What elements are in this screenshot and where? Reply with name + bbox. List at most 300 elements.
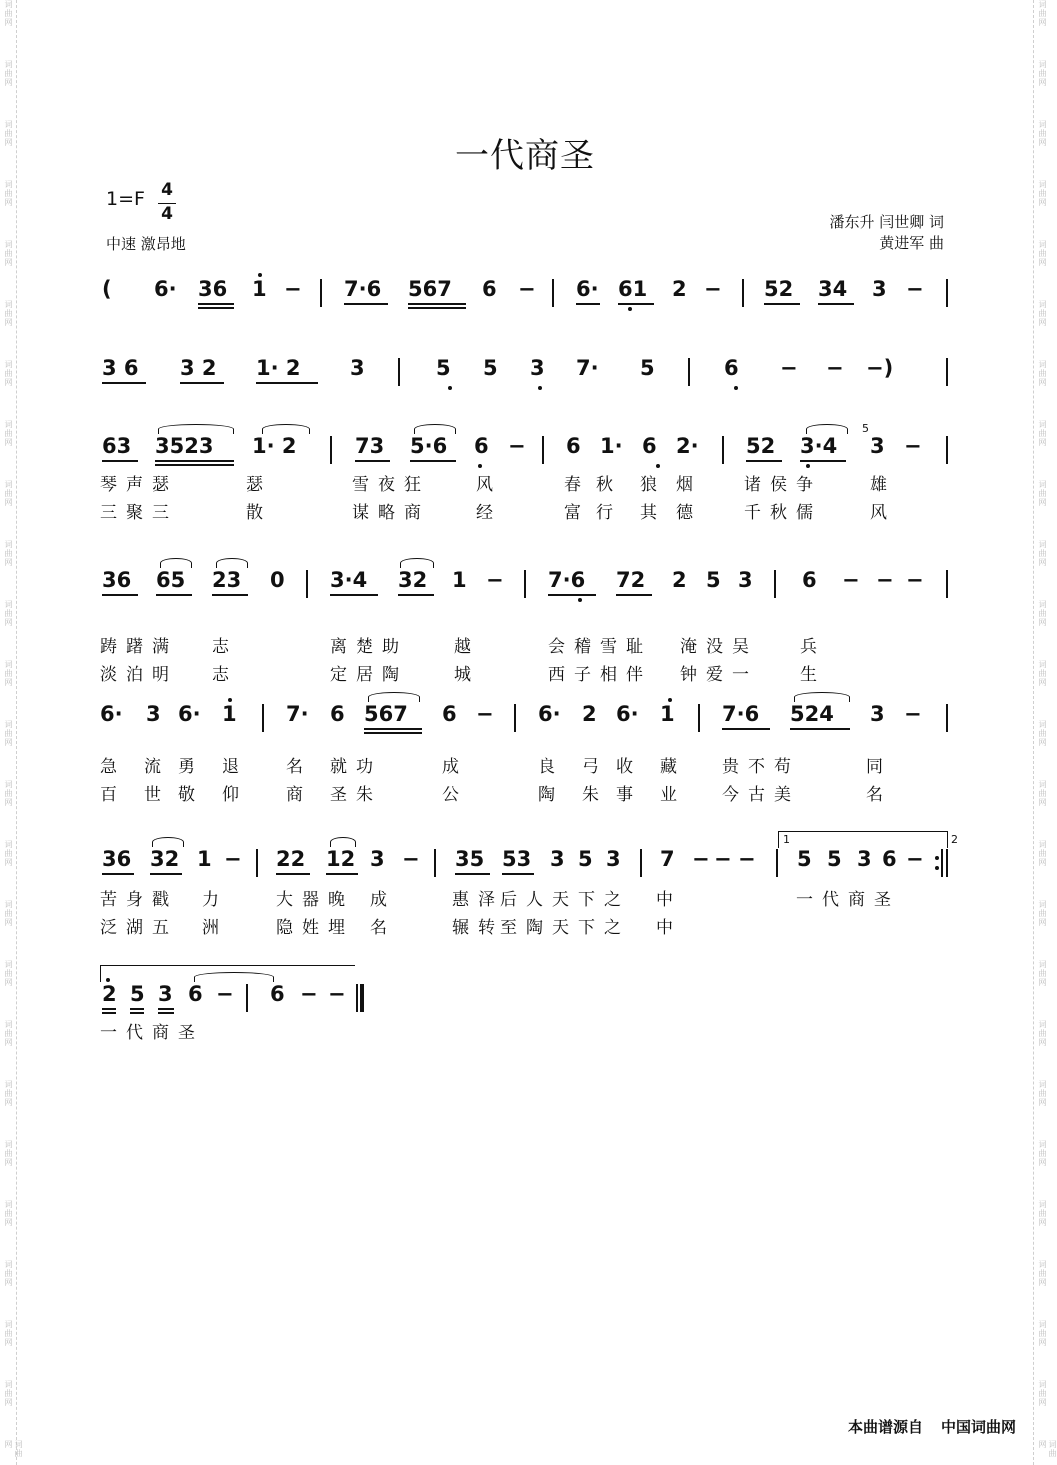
watermark-text: 词曲网	[4, 1080, 13, 1107]
note: −	[714, 847, 732, 871]
watermark-text: 词曲网	[4, 720, 13, 747]
lyric-verse-1: 藏	[660, 757, 686, 777]
watermark-text: 词曲网	[1038, 660, 1047, 687]
beam-underline	[102, 382, 146, 384]
note: 6·	[576, 277, 599, 301]
watermark-text: 词曲网	[1038, 1020, 1047, 1047]
lyric-verse-1: 成	[370, 890, 396, 910]
note: 72	[616, 568, 646, 592]
lyric-verse-2: 隐姓埋	[276, 918, 354, 938]
octave-dot	[258, 273, 262, 277]
watermark-text: 词曲网	[1038, 180, 1047, 207]
octave-dot	[734, 386, 738, 390]
slur	[330, 837, 356, 847]
beam-underline	[410, 460, 456, 462]
lyric-verse-1: 越	[454, 637, 480, 657]
lyric-verse-1: 退	[222, 757, 248, 777]
beam-underline	[155, 460, 234, 462]
note: 1	[452, 568, 467, 592]
octave-dot	[578, 598, 582, 602]
bar-line	[946, 436, 948, 464]
note: 65	[156, 568, 186, 592]
lyric-verse-1: 志	[212, 637, 238, 657]
lyric-verse-1: 离楚助	[330, 637, 408, 657]
lyric-verse-1: 后人天下之	[500, 890, 630, 910]
watermark-text: 词曲网	[4, 900, 13, 927]
note: 567	[364, 702, 408, 726]
note: 23	[212, 568, 242, 592]
note: 3·4	[800, 434, 838, 458]
note: 2	[672, 568, 687, 592]
note: 1·	[600, 434, 623, 458]
beam-underline	[158, 1012, 174, 1014]
beam-underline	[102, 460, 138, 462]
octave-dot	[656, 464, 660, 468]
note: 3·4	[330, 568, 368, 592]
footer-site: 中国词曲网	[940, 1418, 1016, 1436]
lyric-verse-2: 德	[676, 503, 702, 523]
watermark-text: 词曲网	[1038, 600, 1047, 627]
source-footer	[848, 1416, 1016, 1437]
note: 0	[270, 568, 285, 592]
bar-line	[946, 570, 948, 598]
lyric-verse-1: 惠泽	[452, 890, 504, 910]
bar-line	[946, 849, 948, 877]
note: −)	[866, 356, 894, 380]
note: 3	[146, 702, 161, 726]
note: −	[692, 847, 710, 871]
slur	[414, 424, 456, 434]
note: 6	[270, 982, 285, 1006]
beam-underline	[355, 460, 390, 462]
note: 524	[790, 702, 834, 726]
watermark-text: 词曲网	[4, 1020, 13, 1047]
lyric-verse-1: 流	[144, 757, 170, 777]
watermark-text: 词曲网	[4, 540, 13, 567]
beam-underline	[180, 382, 224, 384]
final-bar-line	[360, 984, 364, 1012]
watermark-text: 词曲网	[4, 300, 13, 327]
note: 567	[408, 277, 452, 301]
watermark-text: 词曲网	[4, 1440, 23, 1458]
watermark-text: 词曲网	[1038, 1200, 1047, 1227]
watermark-text: 词曲网	[1038, 960, 1047, 987]
beam-underline	[764, 303, 800, 305]
bar-line	[742, 279, 744, 307]
watermark-text: 词曲网	[1038, 540, 1047, 567]
note: −	[906, 568, 924, 592]
tempo-marking: 中速 激昂地	[106, 235, 186, 253]
slur	[152, 837, 184, 847]
bar-line	[774, 570, 776, 598]
credits	[829, 212, 944, 254]
note: 3523	[155, 434, 214, 458]
note: 3	[350, 356, 365, 380]
lyric-verse-1: 贵不苟	[722, 757, 800, 777]
note: 6·	[154, 277, 177, 301]
lyric-verse-2: 敬	[178, 785, 204, 805]
bar-line	[722, 436, 724, 464]
lyric-verse-2: 至陶天下之	[500, 918, 630, 938]
beam-underline	[198, 303, 234, 305]
beam-underline	[455, 873, 490, 875]
lyric-verse-1: 良	[538, 757, 564, 777]
watermark-text: 词曲网	[4, 1200, 13, 1227]
beam-underline	[276, 873, 310, 875]
octave-dot	[228, 698, 232, 702]
lyric-verse-1: 瑟	[246, 475, 272, 495]
note: 36	[102, 568, 132, 592]
watermark-text: 词曲网	[4, 600, 13, 627]
note: 52	[764, 277, 794, 301]
lyric-verse-1: 急	[100, 757, 126, 777]
watermark-text: 词曲网	[4, 180, 13, 207]
watermark-text: 词曲网	[4, 1380, 13, 1407]
note: 6	[330, 702, 345, 726]
watermark-text: 词曲网	[1038, 780, 1047, 807]
lyric-verse-2: 业	[660, 785, 686, 805]
note: −	[518, 277, 536, 301]
note: −	[826, 356, 844, 380]
bar-line	[398, 358, 400, 386]
lyric-verse-2: 其	[640, 503, 666, 523]
watermark-text: 词曲网	[4, 1320, 13, 1347]
note: 5	[483, 356, 498, 380]
lyric-verse-2: 辗转	[452, 918, 504, 938]
watermark-text: 词曲网	[4, 840, 13, 867]
lyric-verse-1: 踌躇满	[100, 637, 178, 657]
lyric-verse-1: 大器晚	[276, 890, 354, 910]
lyric-verse-2: 陶	[538, 785, 564, 805]
note: (	[102, 277, 112, 301]
right-watermark-strip	[1033, 0, 1057, 1465]
watermark-text: 词曲网	[4, 480, 13, 507]
note: 1	[197, 847, 212, 871]
lyric-verse-1: 兵	[800, 637, 826, 657]
note: 1	[660, 702, 675, 726]
watermark-text: 词曲网	[1038, 720, 1047, 747]
beam-underline	[364, 732, 422, 734]
watermark-text: 词曲网	[4, 0, 13, 27]
note: 53	[502, 847, 532, 871]
lyric-verse-1: 名	[286, 757, 312, 777]
octave-dot	[668, 698, 672, 702]
bar-line	[330, 436, 332, 464]
lyric-verse-1: 狼	[640, 475, 666, 495]
lyric-verse-1: 中	[656, 890, 682, 910]
note: −	[284, 277, 302, 301]
lyric-verse-2: 千秋儒	[744, 503, 822, 523]
note: 1· 2	[252, 434, 297, 458]
lyric-verse-2: 西子相伴	[548, 665, 652, 685]
note: 2	[582, 702, 597, 726]
note: −	[704, 277, 722, 301]
note: 3	[738, 568, 753, 592]
octave-dot	[806, 464, 810, 468]
note: 6	[474, 434, 489, 458]
note: −	[216, 982, 234, 1006]
note: 52	[746, 434, 776, 458]
note: 36	[198, 277, 228, 301]
lyric-verse-2: 生	[800, 665, 826, 685]
lyric-verse-2: 淡泊明	[100, 665, 178, 685]
watermark-text: 词曲网	[1038, 1320, 1047, 1347]
bar-line	[514, 704, 516, 732]
lyric-verse-1: 会稽雪耻	[548, 637, 652, 657]
lyric-verse-2: 今古美	[722, 785, 800, 805]
note: −	[876, 568, 894, 592]
lyric-verse-2: 洲	[202, 918, 228, 938]
beam-underline	[256, 382, 318, 384]
beam-underline	[212, 594, 248, 596]
watermark-text: 词曲网	[4, 60, 13, 87]
beam-underline	[102, 1012, 116, 1014]
note: 22	[276, 847, 306, 871]
bar-line	[524, 570, 526, 598]
beam-underline	[156, 594, 192, 596]
watermark-text: 词曲网	[1038, 420, 1047, 447]
lyric-verse-2: 圣朱	[330, 785, 382, 805]
beam-underline	[408, 307, 466, 309]
lyric-verse-2: 百	[100, 785, 126, 805]
lyric-verse-1: 雄	[870, 475, 896, 495]
bar-line	[256, 849, 258, 877]
slur	[158, 424, 234, 434]
beam-underline	[155, 464, 234, 466]
watermark-text: 词曲网	[1038, 300, 1047, 327]
slur	[806, 424, 848, 434]
note: 5	[827, 847, 842, 871]
bar-line	[946, 704, 948, 732]
beam-underline	[722, 728, 770, 730]
lyric-verse-1: 风	[476, 475, 502, 495]
note: 3	[530, 356, 545, 380]
bar-line	[434, 849, 436, 877]
bar-line	[640, 849, 642, 877]
bar-line	[542, 436, 544, 464]
note: 6	[642, 434, 657, 458]
lyric-verse-2: 定居陶	[330, 665, 408, 685]
lyric-verse-1: 弓	[582, 757, 608, 777]
octave-dot	[628, 307, 632, 311]
bar-line	[552, 279, 554, 307]
note: 5	[436, 356, 451, 380]
beam-underline	[800, 460, 846, 462]
slur	[216, 558, 248, 568]
note: 5	[640, 356, 655, 380]
lyric-verse-1: 成	[442, 757, 468, 777]
note: 3	[158, 982, 173, 1006]
note: 2	[102, 982, 117, 1006]
note: −	[328, 982, 346, 1006]
note: 7·6	[548, 568, 586, 592]
song-title: 一代商圣	[455, 136, 595, 176]
beam-underline	[198, 307, 234, 309]
note: 7	[660, 847, 675, 871]
lyric-verse-1: 春	[564, 475, 590, 495]
watermark-text: 词曲网	[1038, 1380, 1047, 1407]
note: 36	[102, 847, 132, 871]
note: 7·6	[344, 277, 382, 301]
bar-line	[688, 358, 690, 386]
repeat-bar-line	[941, 849, 943, 877]
watermark-text: 词曲网	[1038, 240, 1047, 267]
lyric-verse-2: 世	[144, 785, 170, 805]
watermark-text: 词曲网	[1038, 1440, 1057, 1458]
lyric-verse-1: 淹没吴	[680, 637, 758, 657]
beam-underline	[548, 594, 596, 596]
beam-underline	[130, 1008, 144, 1010]
beam-underline	[330, 594, 378, 596]
note: 2·	[676, 434, 699, 458]
note: 3	[857, 847, 872, 871]
beam-underline	[502, 873, 534, 875]
note: 61	[618, 277, 648, 301]
beam-underline	[576, 303, 600, 305]
note: −	[738, 847, 756, 871]
note: 3	[550, 847, 565, 871]
grace-note: 5	[862, 422, 869, 435]
beam-underline	[344, 303, 388, 305]
watermark-text: 词曲网	[1038, 360, 1047, 387]
watermark-text: 词曲网	[1038, 840, 1047, 867]
watermark-text: 词曲网	[4, 1260, 13, 1287]
watermark-text: 词曲网	[1038, 120, 1047, 147]
slur	[400, 558, 434, 568]
note: 34	[818, 277, 848, 301]
note: 6	[566, 434, 581, 458]
note: 6	[724, 356, 739, 380]
beam-underline	[618, 303, 654, 305]
note: −	[904, 434, 922, 458]
bar-line	[306, 570, 308, 598]
note: 6	[802, 568, 817, 592]
watermark-text: 词曲网	[1038, 1260, 1047, 1287]
beam-underline	[746, 460, 782, 462]
note: 6	[482, 277, 497, 301]
slur	[368, 692, 420, 702]
bar-line	[356, 984, 358, 1012]
note: 1· 2	[256, 356, 301, 380]
watermark-text: 词曲网	[1038, 900, 1047, 927]
lyric-verse-2: 钟爱一	[680, 665, 758, 685]
time-signature-top: 4	[161, 180, 173, 200]
lyric-verse-1: 烟	[676, 475, 702, 495]
note: 3	[870, 434, 885, 458]
note: 5	[706, 568, 721, 592]
lyric-verse-1: 雪夜狂	[352, 475, 430, 495]
beam-underline	[130, 1012, 144, 1014]
beam-underline	[158, 1008, 174, 1010]
note: 1	[252, 277, 267, 301]
beam-underline	[150, 873, 182, 875]
note: −	[842, 568, 860, 592]
volta-bracket-1	[778, 831, 948, 848]
lyric-verse-2: 行	[596, 503, 622, 523]
lyric-verse-2: 三聚三	[100, 503, 178, 523]
time-signature-bottom: 4	[158, 203, 176, 224]
note: 3	[606, 847, 621, 871]
lyric-verse-1: 同	[866, 757, 892, 777]
note: −	[402, 847, 420, 871]
beam-underline	[398, 594, 434, 596]
note: −	[476, 702, 494, 726]
repeat-dot	[935, 866, 939, 870]
watermark-text: 词曲网	[1038, 480, 1047, 507]
volta-bracket-2	[100, 965, 355, 982]
note: 5	[130, 982, 145, 1006]
note: 5	[797, 847, 812, 871]
footer-label: 本曲谱源自	[847, 1418, 923, 1436]
watermark-text: 词曲网	[4, 660, 13, 687]
bar-line	[320, 279, 322, 307]
bar-line	[946, 358, 948, 386]
lyric-verse-1: 勇	[178, 757, 204, 777]
lyric-verse-2: 中	[656, 918, 682, 938]
lyric-verse-2: 泛湖五	[100, 918, 178, 938]
lyric-verse-1: 一代商圣	[796, 890, 900, 910]
note: 3 6	[102, 356, 139, 380]
watermark-text: 词曲网	[1038, 1080, 1047, 1107]
note: −	[906, 277, 924, 301]
note: 32	[150, 847, 180, 871]
note: −	[486, 568, 504, 592]
watermark-text: 词曲网	[4, 240, 13, 267]
note: 6·	[616, 702, 639, 726]
volta-label-2: 2	[951, 833, 958, 846]
key-signature: 1=F	[106, 188, 145, 210]
note: 7·6	[722, 702, 760, 726]
note: 2	[672, 277, 687, 301]
beam-underline	[364, 728, 422, 730]
note: −	[224, 847, 242, 871]
lyric-verse-1: 就功	[330, 757, 382, 777]
beam-underline	[326, 873, 358, 875]
beam-underline	[790, 728, 850, 730]
beam-underline	[102, 873, 134, 875]
lyric-verse-2: 志	[212, 665, 238, 685]
note: −	[780, 356, 798, 380]
lyric-verse-1: 力	[202, 890, 228, 910]
note: 32	[398, 568, 428, 592]
beam-underline	[408, 303, 466, 305]
lyricist-credit: 潘东升 闫世卿 词	[829, 213, 944, 231]
lyric-verse-1: 一代商圣	[100, 1023, 204, 1043]
lyric-verse-2: 名	[866, 785, 892, 805]
lyric-verse-2: 散	[246, 503, 272, 523]
lyric-verse-2: 谋略商	[352, 503, 430, 523]
lyric-verse-2: 风	[870, 503, 896, 523]
watermark-text: 词曲网	[4, 120, 13, 147]
watermark-text: 词曲网	[4, 360, 13, 387]
bar-line	[776, 849, 778, 877]
slur	[794, 692, 850, 702]
watermark-text: 词曲网	[4, 420, 13, 447]
beam-underline	[616, 594, 652, 596]
note: 6·	[178, 702, 201, 726]
composer-credit: 黄进军 曲	[879, 234, 944, 252]
lyric-verse-1: 苦身戳	[100, 890, 178, 910]
watermark-text: 词曲网	[1038, 60, 1047, 87]
lyric-verse-2: 名	[370, 918, 396, 938]
watermark-text: 词曲网	[4, 1140, 13, 1167]
slur	[262, 424, 310, 434]
note: 3	[870, 702, 885, 726]
lyric-verse-2: 富	[564, 503, 590, 523]
lyric-verse-2: 仰	[222, 785, 248, 805]
bar-line	[698, 704, 700, 732]
beam-underline	[102, 594, 138, 596]
